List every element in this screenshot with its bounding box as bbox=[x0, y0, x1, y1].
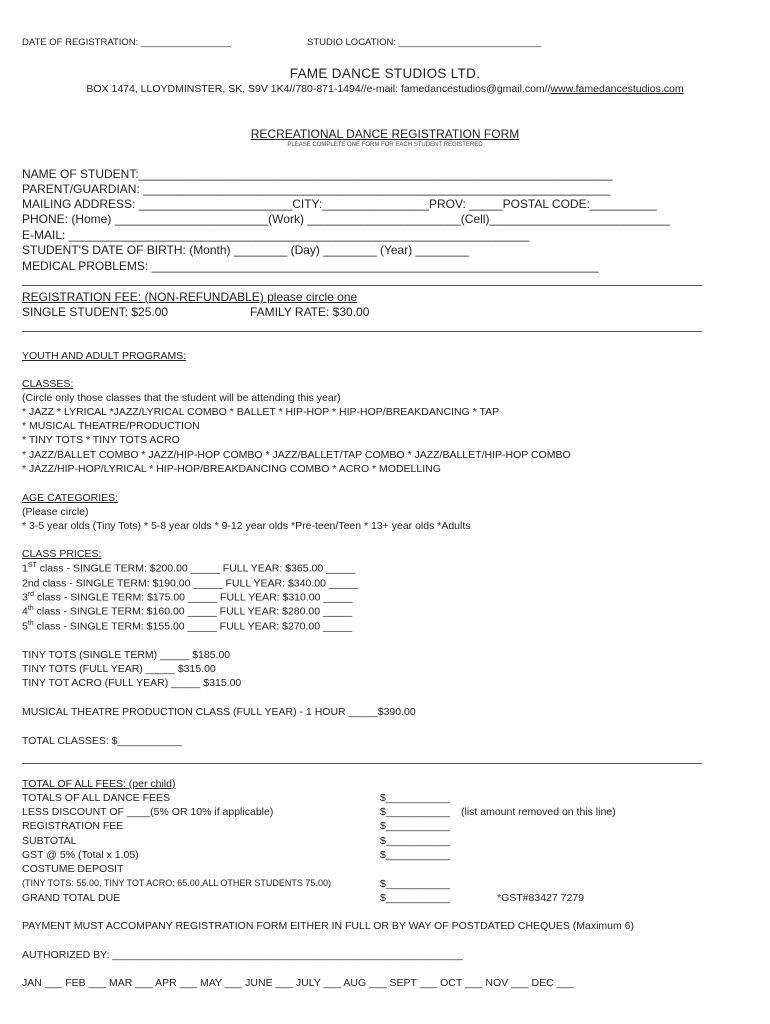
email-field[interactable]: E-MAIL: _____________________________________________________________________ bbox=[22, 228, 530, 242]
company-name: FAME DANCE STUDIOS LTD. bbox=[289, 66, 481, 81]
website-link[interactable]: www.famedancestudios.com bbox=[550, 83, 684, 95]
age-categories-note: (Please circle) bbox=[22, 506, 89, 518]
fee-label: REGISTRATION FEE bbox=[22, 820, 124, 832]
fee-amount-field[interactable]: $___________ bbox=[380, 806, 451, 818]
fee-note: (list amount removed on this line) bbox=[461, 806, 616, 818]
age-categories-heading: AGE CATEGORIES: bbox=[22, 492, 119, 504]
classes-line[interactable]: * JAZZ/HIP-HOP/LYRICAL * HIP-HOP/BREAKDANCING COMBO * ACRO * MODELLING bbox=[22, 463, 441, 475]
classes-heading: CLASSES: bbox=[22, 378, 74, 390]
form-title: RECREATIONAL DANCE REGISTRATION FORM bbox=[250, 127, 520, 141]
class-price-row[interactable]: 3rd class - SINGLE TERM: $175.00 _____ FULL YEAR: $310.00 _____ bbox=[22, 591, 353, 604]
gst-number: *GST#83427 7279 bbox=[497, 892, 584, 904]
date-of-registration-field[interactable]: DATE OF REGISTRATION: _________________ bbox=[22, 37, 231, 48]
company-address: BOX 1474, LLOYDMINSTER, SK, S9V 1K4//780-871-1494//e-mail: famedancestudios@gmail.com// bbox=[86, 83, 551, 95]
parent-guardian-field[interactable]: PARENT/GUARDIAN: ______________________________________________________________________ bbox=[22, 182, 611, 196]
fee-label: SUBTOTAL bbox=[22, 835, 77, 847]
fee-label[interactable]: LESS DISCOUNT OF ____(5% OR 10% if applicable) bbox=[22, 806, 274, 818]
date-of-birth-field[interactable]: STUDENT'S DATE OF BIRTH: (Month) ________ (Day) ________ (Year) ________ bbox=[22, 243, 469, 257]
class-price-row[interactable]: 5th class - SINGLE TERM: $155.00 _____ FULL YEAR: $270.00 _____ bbox=[22, 620, 353, 633]
classes-line[interactable]: * JAZZ * LYRICAL *JAZZ/LYRICAL COMBO * BALLET * HIP-HOP * HIP-HOP/BREAKDANCING * TAP bbox=[22, 406, 500, 418]
classes-note: (Circle only those classes that the student will be attending this year) bbox=[22, 392, 341, 404]
total-classes-field[interactable]: TOTAL CLASSES: $___________ bbox=[22, 735, 182, 747]
fee-amount-field[interactable]: $___________ bbox=[380, 792, 451, 804]
phone-field[interactable]: PHONE: (Home) _______________________(Work) _______________________(Cell)___________________________ bbox=[22, 212, 670, 226]
class-price-row[interactable]: 1ST class - SINGLE TERM: $200.00 _____ FULL YEAR: $365.00 _____ bbox=[22, 562, 356, 575]
fee-label: GST @ 5% (Total x 1.05) bbox=[22, 849, 139, 861]
registration-fee-heading: REGISTRATION FEE: (NON-REFUNDABLE) please circle one bbox=[22, 290, 358, 304]
classes-line[interactable]: * JAZZ/BALLET COMBO * JAZZ/HIP-HOP COMBO * JAZZ/BALLET/TAP COMBO * JAZZ/BALLET/HIP-HOP COMBO bbox=[22, 449, 571, 461]
fee-amount-field[interactable]: $___________ bbox=[380, 849, 451, 861]
company-contact bbox=[0, 83, 770, 95]
family-rate-fee[interactable]: FAMILY RATE: $30.00 bbox=[250, 305, 370, 319]
fee-amount-field[interactable]: $___________ bbox=[380, 878, 451, 890]
fee-amount-field[interactable]: $___________ bbox=[380, 820, 451, 832]
classes-line[interactable]: * TINY TOTS * TINY TOTS ACRO bbox=[22, 434, 180, 446]
studio-location-field[interactable]: STUDIO LOCATION: ___________________________ bbox=[307, 37, 542, 48]
programs-heading: YOUTH AND ADULT PROGRAMS: bbox=[22, 350, 187, 362]
fee-label: COSTUME DEPOSIT bbox=[22, 863, 124, 875]
payment-months-row[interactable]: JAN ___ FEB ___ MAR ___ APR ___ MAY ___ JUNE ___ JULY ___ AUG ___ SEPT ___ OCT ___ NOV ___ DEC ___ bbox=[22, 977, 575, 989]
authorized-by-field[interactable]: AUTHORIZED BY: ____________________________________________________________ bbox=[22, 949, 463, 961]
medical-problems-field[interactable]: MEDICAL PROBLEMS: ___________________________________________________________________ bbox=[22, 259, 599, 273]
fee-label: TOTALS OF ALL DANCE FEES bbox=[22, 792, 171, 804]
classes-line[interactable]: * MUSICAL THEATRE/PRODUCTION bbox=[22, 420, 200, 432]
musical-theatre-class[interactable]: MUSICAL THEATRE PRODUCTION CLASS (FULL YEAR) - 1 HOUR _____$390.00 bbox=[22, 706, 416, 718]
class-price-row[interactable]: 4th class - SINGLE TERM: $160.00 _____ FULL YEAR: $280.00 _____ bbox=[22, 605, 353, 618]
student-name-field[interactable]: NAME OF STUDENT:_______________________________________________________________________ bbox=[22, 167, 613, 181]
form-subtitle: PLEASE COMPLETE ONE FORM FOR EACH STUDENT REGISTERED bbox=[287, 142, 483, 148]
fee-label: (TINY TOTS: 55.00, TINY TOT ACRO: 65.00,ALL OTHER STUDENTS 75.00) bbox=[22, 878, 331, 888]
age-categories-line[interactable]: * 3-5 year olds (Tiny Tots) * 5-8 year olds * 9-12 year olds *Pre-teen/Teen * 13+ year olds *Adults bbox=[22, 520, 471, 532]
total-fees-heading: TOTAL OF ALL FEES: (per child) bbox=[22, 778, 176, 790]
fee-amount-field[interactable]: $___________ bbox=[380, 835, 451, 847]
divider bbox=[22, 331, 702, 332]
fee-amount-field[interactable]: $___________ bbox=[380, 892, 451, 904]
divider bbox=[22, 285, 702, 286]
class-prices-heading: CLASS PRICES: bbox=[22, 548, 102, 560]
tiny-tots-full-year[interactable]: TINY TOTS (FULL YEAR) _____ $315.00 bbox=[22, 663, 216, 675]
fee-label: GRAND TOTAL DUE bbox=[22, 892, 121, 904]
mailing-address-field[interactable]: MAILING ADDRESS: _______________________CITY:________________PROV: _____POSTAL CODE:__________ bbox=[22, 197, 657, 211]
tiny-tots-single-term[interactable]: TINY TOTS (SINGLE TERM) _____ $185.00 bbox=[22, 649, 231, 661]
class-price-row[interactable]: 2nd class - SINGLE TERM: $190.00 _____ FULL YEAR: $340.00 _____ bbox=[22, 577, 359, 590]
divider bbox=[22, 763, 702, 764]
tiny-tot-acro-full-year[interactable]: TINY TOT ACRO (FULL YEAR) _____ $315.00 bbox=[22, 677, 242, 689]
single-student-fee[interactable]: SINGLE STUDENT: $25.00 bbox=[22, 305, 169, 319]
payment-note: PAYMENT MUST ACCOMPANY REGISTRATION FORM EITHER IN FULL OR BY WAY OF POSTDATED CHEQUES (Maximum 6) bbox=[22, 920, 634, 932]
